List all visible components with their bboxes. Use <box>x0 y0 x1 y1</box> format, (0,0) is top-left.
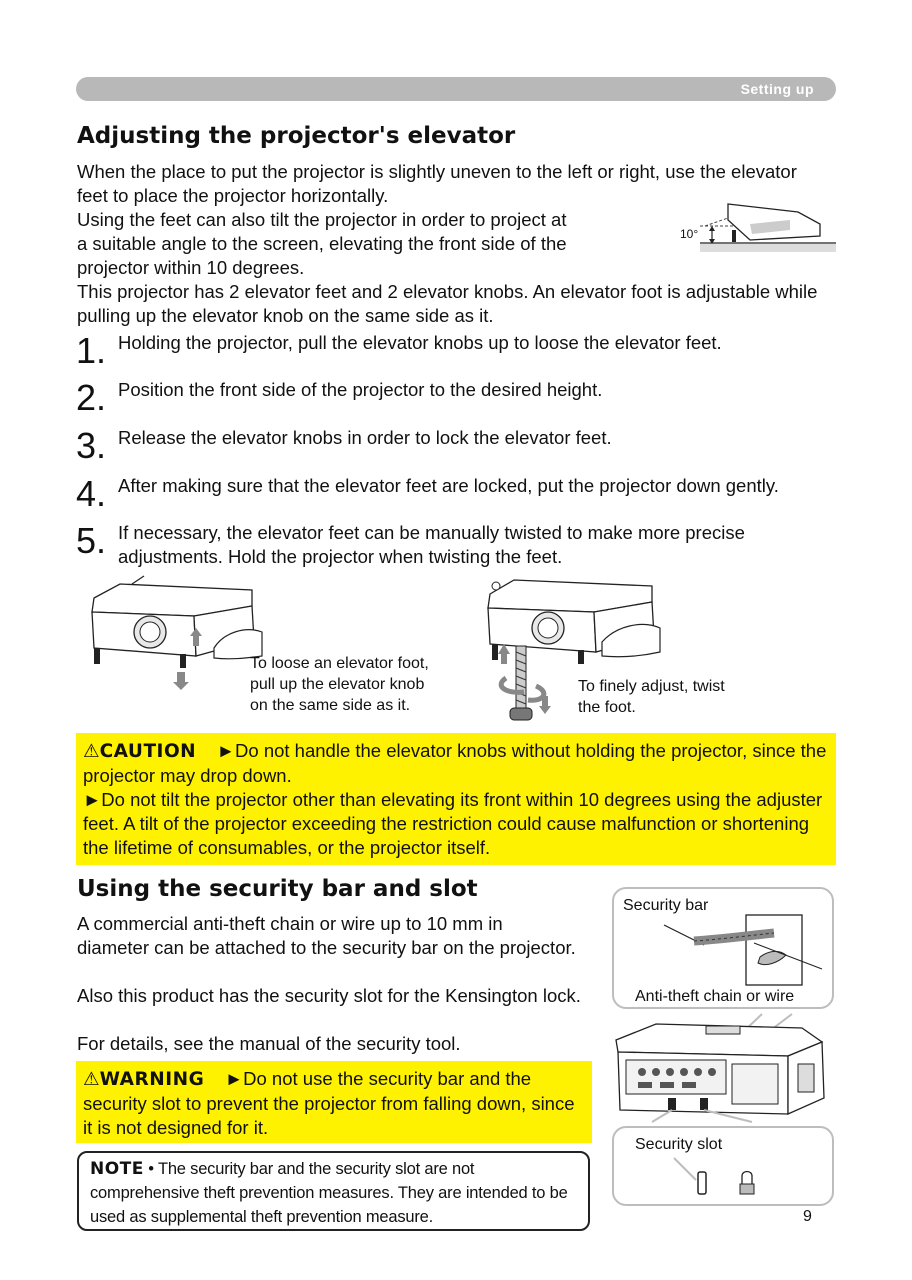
tilt-angle-label: 10° <box>680 227 699 241</box>
anti-theft-chain-label: Anti-theft chain or wire <box>635 988 795 1005</box>
security-slot-label: Security slot <box>635 1136 723 1153</box>
warning-triangle-icon: ⚠ <box>83 740 100 761</box>
security-bar-chain-illustration <box>654 907 824 987</box>
warning-label: WARNING <box>99 1069 205 1090</box>
projector-rear-illustration <box>612 1014 834 1122</box>
step-4-number: 4. <box>76 473 107 514</box>
note-box <box>77 1151 590 1231</box>
elevator-intro-1: When the place to put the projector is slightly uneven to the left or right, use the elevator feet to place the projector horizontally. <box>77 161 797 206</box>
elevator-intro-2a: Using the feet can also tilt the projector in order to project at <box>77 209 567 230</box>
step-3-text: Release the elevator knobs in order to lock the elevator feet. <box>118 427 612 448</box>
security-bar-callout <box>612 887 834 1009</box>
elevator-section-title: Adjusting the projector's elevator <box>77 123 516 149</box>
section-header-bar <box>76 77 836 101</box>
projector-twist-illustration <box>484 576 664 724</box>
step-2-number: 2. <box>76 377 107 418</box>
security-para-3: For details, see the manual of the security tool. <box>77 1033 461 1054</box>
step-5-number: 5. <box>76 520 107 561</box>
caption-knob-line-1: To loose an elevator foot, <box>250 655 429 672</box>
warning-text: ►Do not use the security bar and the security slot to prevent the projector from falling down, since it is not designed for it. <box>83 1068 575 1138</box>
note-label: NOTE <box>90 1159 144 1179</box>
caution-text-2: ►Do not tilt the projector other than elevating its front within 10 degrees using the adjuster feet. A tilt of the projector exceeding the restriction could cause malfunction or shortening the lifetime of consumables, or the projector itself. <box>83 789 823 858</box>
page-number: 9 <box>803 1208 812 1225</box>
caution-label: CAUTION <box>99 741 197 762</box>
step-1-text: Holding the projector, pull the elevator knobs up to loose the elevator feet. <box>118 332 722 353</box>
security-slot-illustration <box>674 1158 814 1202</box>
step-1-number: 1. <box>76 330 107 371</box>
step-4-text: After making sure that the elevator feet are locked, put the projector down gently. <box>118 475 779 496</box>
warning-triangle-icon: ⚠ <box>83 1068 100 1089</box>
note-text: • The security bar and the security slot are not comprehensive theft prevention measures. They are intended to be used as supplemental theft prevention measure. <box>90 1160 568 1226</box>
security-slot-callout <box>612 1126 834 1206</box>
step-2-text: Position the front side of the projector to the desired height. <box>118 379 603 400</box>
caption-knob-line-2: pull up the elevator knob <box>250 676 425 693</box>
elevator-intro-2b: a suitable angle to the screen, elevating the front side of the <box>77 233 567 254</box>
section-label: Setting up <box>740 81 814 97</box>
caption-knob-line-3: on the same side as it. <box>250 697 411 714</box>
security-bar-label: Security bar <box>623 897 709 914</box>
step-3-number: 3. <box>76 425 107 466</box>
tilt-angle-diagram <box>680 190 836 256</box>
elevator-intro-2c: projector within 10 degrees. <box>77 257 305 278</box>
security-section-title: Using the security bar and slot <box>77 876 478 902</box>
caution-text-1: ►Do not handle the elevator knobs without holding the projector, since the projector may drop down. <box>83 740 827 786</box>
security-para-2: Also this product has the security slot for the Kensington lock. <box>77 985 581 1006</box>
warning-box <box>76 1061 592 1143</box>
caution-box <box>76 733 836 865</box>
caption-twist-line-1: To finely adjust, twist <box>578 678 725 695</box>
caption-twist-line-2: the foot. <box>578 699 636 716</box>
security-para-1: A commercial anti-theft chain or wire up to 10 mm in diameter can be attached to the security bar on the projector. <box>77 913 576 958</box>
step-5-text: If necessary, the elevator feet can be manually twisted to make more precise adjustments. Hold the projector when twisting the feet. <box>118 522 745 567</box>
elevator-intro-3: This projector has 2 elevator feet and 2 elevator knobs. An elevator foot is adjustable while pulling up the elevator knob on the same side as it. <box>77 281 818 326</box>
projector-knob-illustration <box>84 576 264 696</box>
